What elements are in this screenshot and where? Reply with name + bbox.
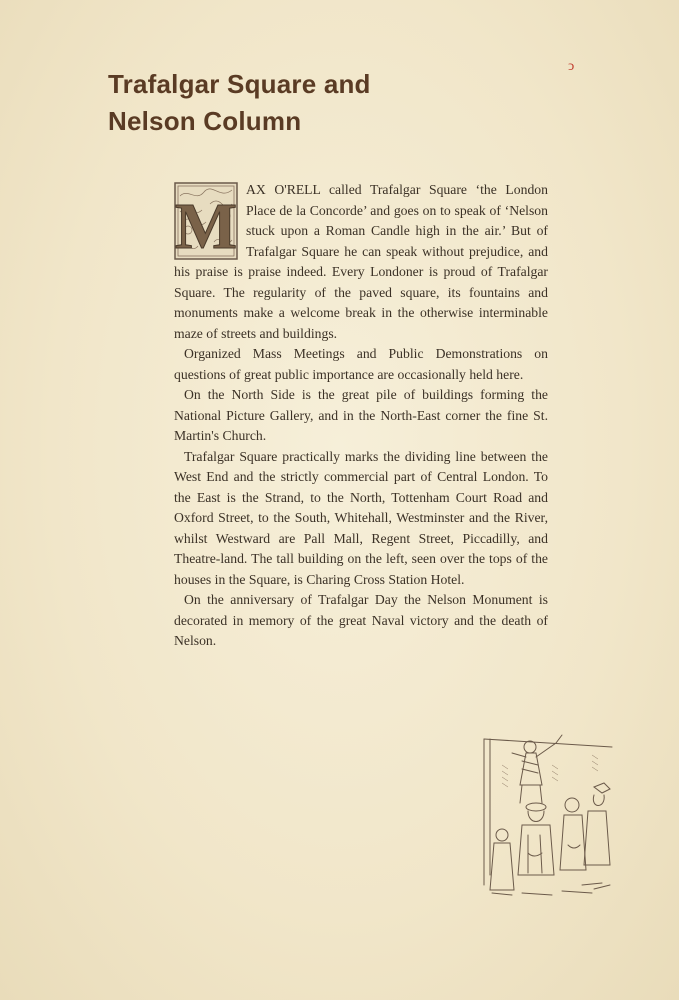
- paragraph-meetings: Organized Mass Meetings and Public Demonstrations on questions of great public importance are occasionally held here.: [174, 346, 548, 382]
- title-line-1: Trafalgar Square and: [108, 69, 371, 99]
- title-line-2: Nelson Column: [108, 106, 302, 136]
- paragraph-dividing-line: Trafalgar Square practically marks the dividing line between the West End and the strictly commercial part of Central London. To the East is the Strand, to the North, Tottenham Court Road and Oxford Street, to the South, Whitehall, Westminster and the River, whilst Westward are Pall Mall, Regent Street, Piccadilly, and Theatre-land. The tall building on the left, seen over the tops of the houses in the Square, is Charing Cross Station Hotel.: [174, 448, 548, 587]
- svg-text:M: M: [174, 190, 238, 260]
- paragraph-trafalgar-day: On the anniversary of Trafalgar Day the Nelson Monument is decorated in memory of the great Naval victory and the death of Nelson.: [174, 592, 548, 648]
- paragraph-intro: [174, 180, 548, 344]
- page-title: [108, 66, 528, 140]
- paragraph-north-side: On the North Side is the great pile of buildings forming the National Picture Gallery, and in the North-East corner the fine St. Martin's Church.: [174, 387, 548, 443]
- page-mark: ↄ: [568, 59, 575, 74]
- crowd-illustration-icon: [482, 725, 617, 900]
- intro-text: AX O'RELL called Trafalgar Square ‘the London Place de la Concorde’ and goes on to speak of ‘Nelson stuck upon a Roman Candle high in the air.’ But of Trafalgar Square he can speak without prejudice, and his praise is praise indeed. Every Londoner is proud of Trafalgar Square. The regularity of the paved square, its fountains and monuments make a welcome break in the otherwise interminable maze of streets and buildings.: [174, 182, 548, 341]
- article-body: [174, 180, 548, 652]
- dropcap-m-icon: [174, 182, 238, 260]
